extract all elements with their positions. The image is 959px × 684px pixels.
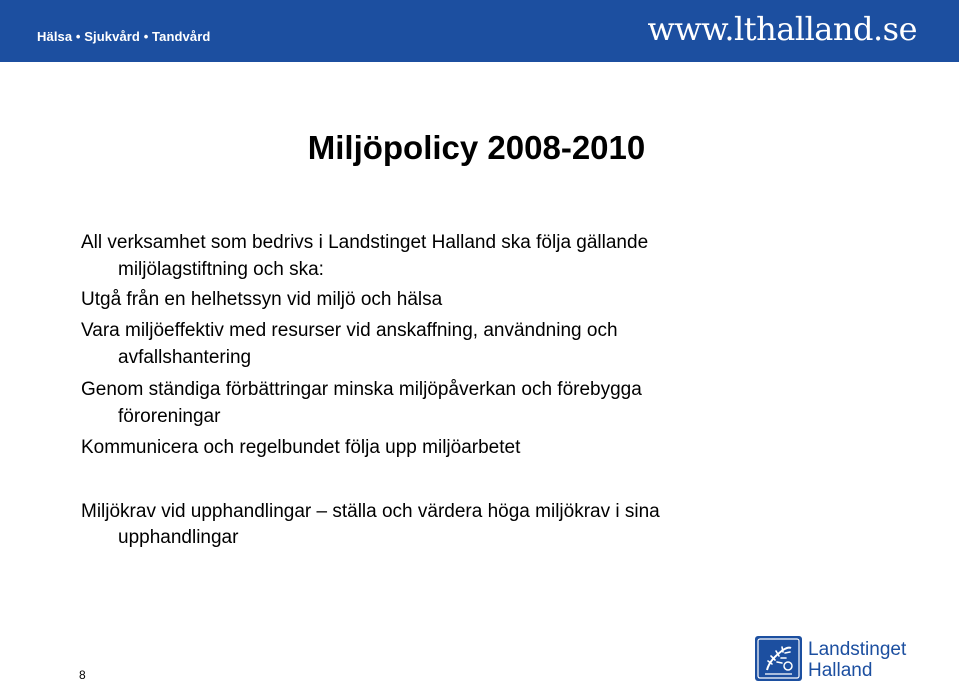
page-title <box>0 129 959 167</box>
page-title-text: Miljöpolicy 2008-2010 <box>307 129 646 166</box>
intro-line-2: miljölagstiftning och ska: <box>118 259 324 280</box>
requirement-line-1: Miljökrav vid upphandlingar – ställa och värdera höga miljökrav i sina <box>81 501 660 522</box>
logo-text-line-2: Halland <box>808 660 873 681</box>
policy-item-1: Utgå från en helhetssyn vid miljö och hälsa <box>81 289 443 310</box>
policy-item-3-line-2: föroreningar <box>118 406 221 427</box>
policy-item-2-line-1: Vara miljöeffektiv med resurser vid anskaffning, användning och <box>81 320 618 341</box>
landstinget-halland-logo <box>755 636 935 681</box>
header-tagline: Hälsa • Sjukvård • Tandvård <box>37 29 211 44</box>
header-bar <box>0 0 959 62</box>
logo-text <box>808 639 906 681</box>
policy-item-4: Kommunicera och regelbundet följa upp miljöarbetet <box>81 437 521 458</box>
intro-line-1: All verksamhet som bedrivs i Landstinget Halland ska följa gällande <box>81 232 649 253</box>
logo-text-line-1: Landstinget <box>808 639 907 660</box>
page-number: 8 <box>79 668 86 682</box>
halland-crest-icon <box>755 636 802 681</box>
policy-item-3-line-1: Genom ständiga förbättringar minska miljöpåverkan och förebygga <box>81 379 642 400</box>
policy-item-2-line-2: avfallshantering <box>118 347 252 368</box>
header-url[interactable]: www.lthalland.se <box>647 10 917 48</box>
requirement-line-2: upphandlingar <box>118 527 239 548</box>
